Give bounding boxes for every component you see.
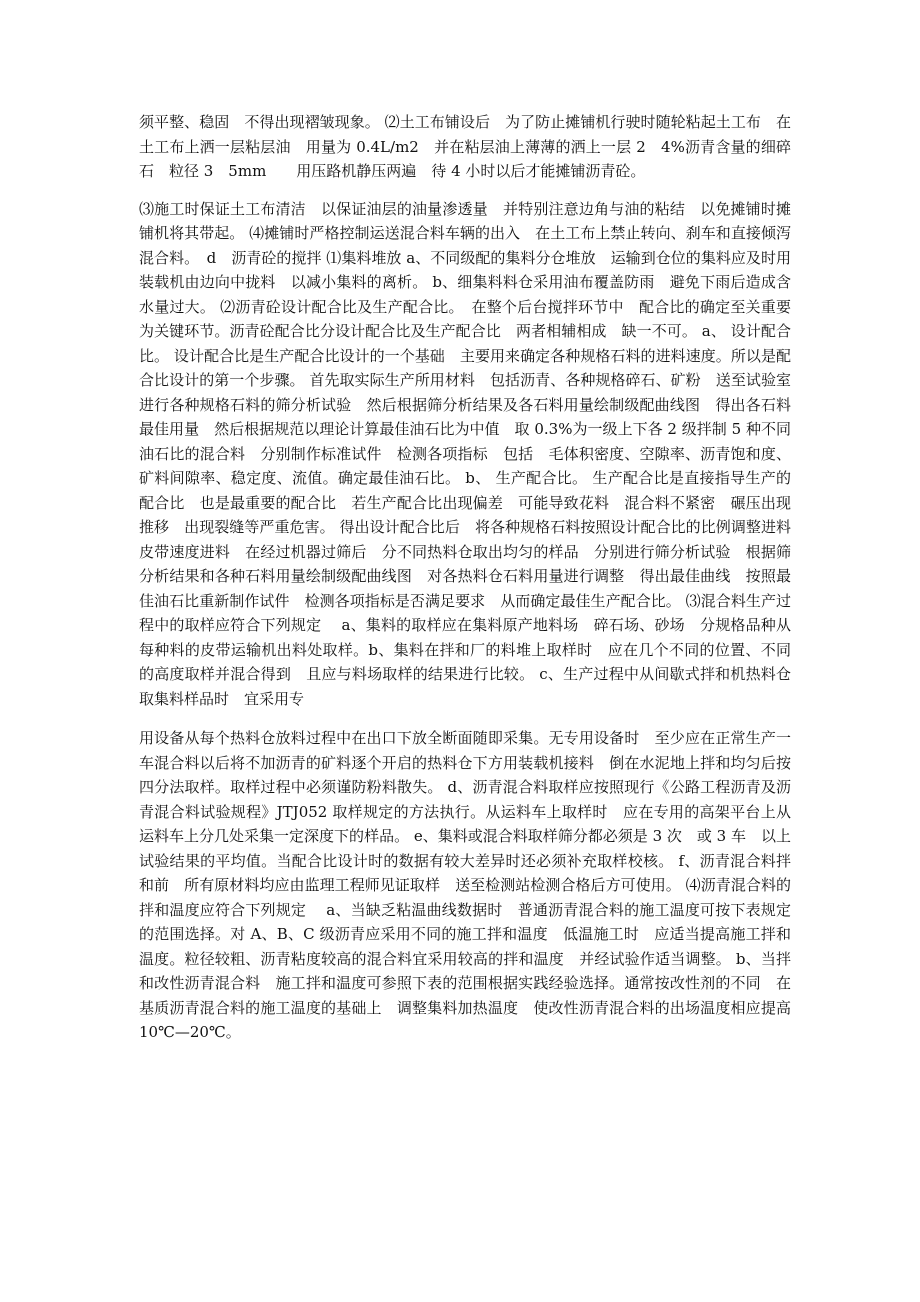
- document-body: [139, 110, 807, 1045]
- paragraph-geotextile-laying: 须平整、稳固 不得出现褶皱现象。 ⑵土工布铺设后 为了防止摊铺机行驶时随轮粘起土工布 在土工布上洒一层粘层油 用量为 0.4L/m2 并在粘层油上薄薄的洒上一层 2 4%沥青含量的细碎石 粒径 3 5mm 用压路机静压两遍 待 4 小时以后才能摊铺沥青砼。: [139, 113, 791, 180]
- paragraph-sampling-temperature: 用设备从每个热料仓放料过程中在出口下放全断面随即采集。无专用设备时 至少应在正常生产一车混合料以后将不加沥青的矿料逐个开启的热料仓下方用装载机接料 倒在水泥地上拌和均匀后按四分法取样。取样过程中必须谨防粉料散失。 d、沥青混合料取样应按照现行《公路工程沥青及沥青混合料试验规程》JTJ052 取样规定的方法执行。从运料车上取样时 应在专用的高架平台上从运料车上分几处采集一定深度下的样品。 e、集料或混合料取样筛分都必须是 3 次 或 3 车 以上试验结果的平均值。当配合比设计时的数据有较大差异时还必须补充取样校核。 f、沥青混合料拌和前 所有原材料均应由监理工程师见证取样 送至检测站检测合格后方可使用。 ⑷沥青混合料的拌和温度应符合下列规定 a、当缺乏粘温曲线数据时 普通沥青混合料的施工温度可按下表规定的范围选择。对 A、B、C 级沥青应采用不同的施工拌和温度 低温施工时 应适当提高施工拌和温度。粒径较粗、沥青粘度较高的混合料宜采用较高的拌和温度 并经试验作适当调整。 b、当拌和改性沥青混合料 施工拌和温度可参照下表的范围根据实践经验选择。通常按改性剂的不同 在基质沥青混合料的施工温度的基础上 调整集料加热温度 使改性沥青混合料的出场温度相应提高 10℃—20℃。: [139, 729, 796, 1041]
- paragraph-mix-design: ⑶施工时保证土工布清洁 以保证油层的油量渗透量 并特别注意边角与油的粘结 以免摊铺时摊铺机将其带起。 ⑷摊铺时严格控制运送混合料车辆的出入 在土工布上禁止转向、刹车和直接倾泻混合料。 d 沥青砼的搅拌 ⑴集料堆放 a、不同级配的集料分仓堆放 运输到仓位的集料应及时用装载机由边向中拢料 以减小集料的离析。 b、细集料料仓采用油布覆盖防雨 避免下雨后造成含水量过大。 ⑵沥青砼设计配合比及生产配合比。 在整个后台搅拌环节中 配合比的确定至关重要 为关键环节。沥青砼配合比分设计配合比及生产配合比 两者相辅相成 缺一不可。 a、 设计配合比。 设计配合比是生产配合比设计的一个基础 主要用来确定各种规格石料的进料速度。所以是配合比设计的第一个步骤。 首先取实际生产所用材料 包括沥青、各种规格碎石、矿粉 送至试验室进行各种规格石料的筛分析试验 然后根据筛分析结果及各石料用量绘制级配曲线图 得出各石料最佳用量 然后根据规范以理论计算最佳油石比为中值 取 0.3%为一级上下各 2 级拌制 5 种不同油石比的混合料 分别制作标准试件 检测各项指标 包括 毛体积密度、空隙率、沥青饱和度、矿料间隙率、稳定度、流值。确定最佳油石比。 b、 生产配合比。 生产配合比是直接指导生产的配合比 也是最重要的配合比 若生产配合比出现偏差 可能导致花料 混合料不紧密 碾压出现推移 出现裂缝等严重危害。 得出设计配合比后 将各种规格石料按照设计配合比的比例调整进料皮带速度进料 在经过机器过筛后 分不同热料仓取出均匀的样品 分别进行筛分析试验 根据筛分析结果和各种石料用量绘制级配曲线图 对各热料仓石料用量进行调整 得出最佳曲线 按照最佳油石比重新制作试件 检测各项指标是否满足要求 从而确定最佳生产配合比。 ⑶混合料生产过程中的取样应符合下列规定 a、集料的取样应在集料原产地料场 碎石场、砂场 分规格品种从每种料的皮带运输机出料处取样。b、集料在拌和厂的料堆上取样时 应在几个不同的位置、不同的高度取样并混合得到 且应与料场取样的结果进行比较。 c、生产过程中从间歇式拌和机热料仓取集料样品时 宜采用专: [139, 199, 807, 708]
